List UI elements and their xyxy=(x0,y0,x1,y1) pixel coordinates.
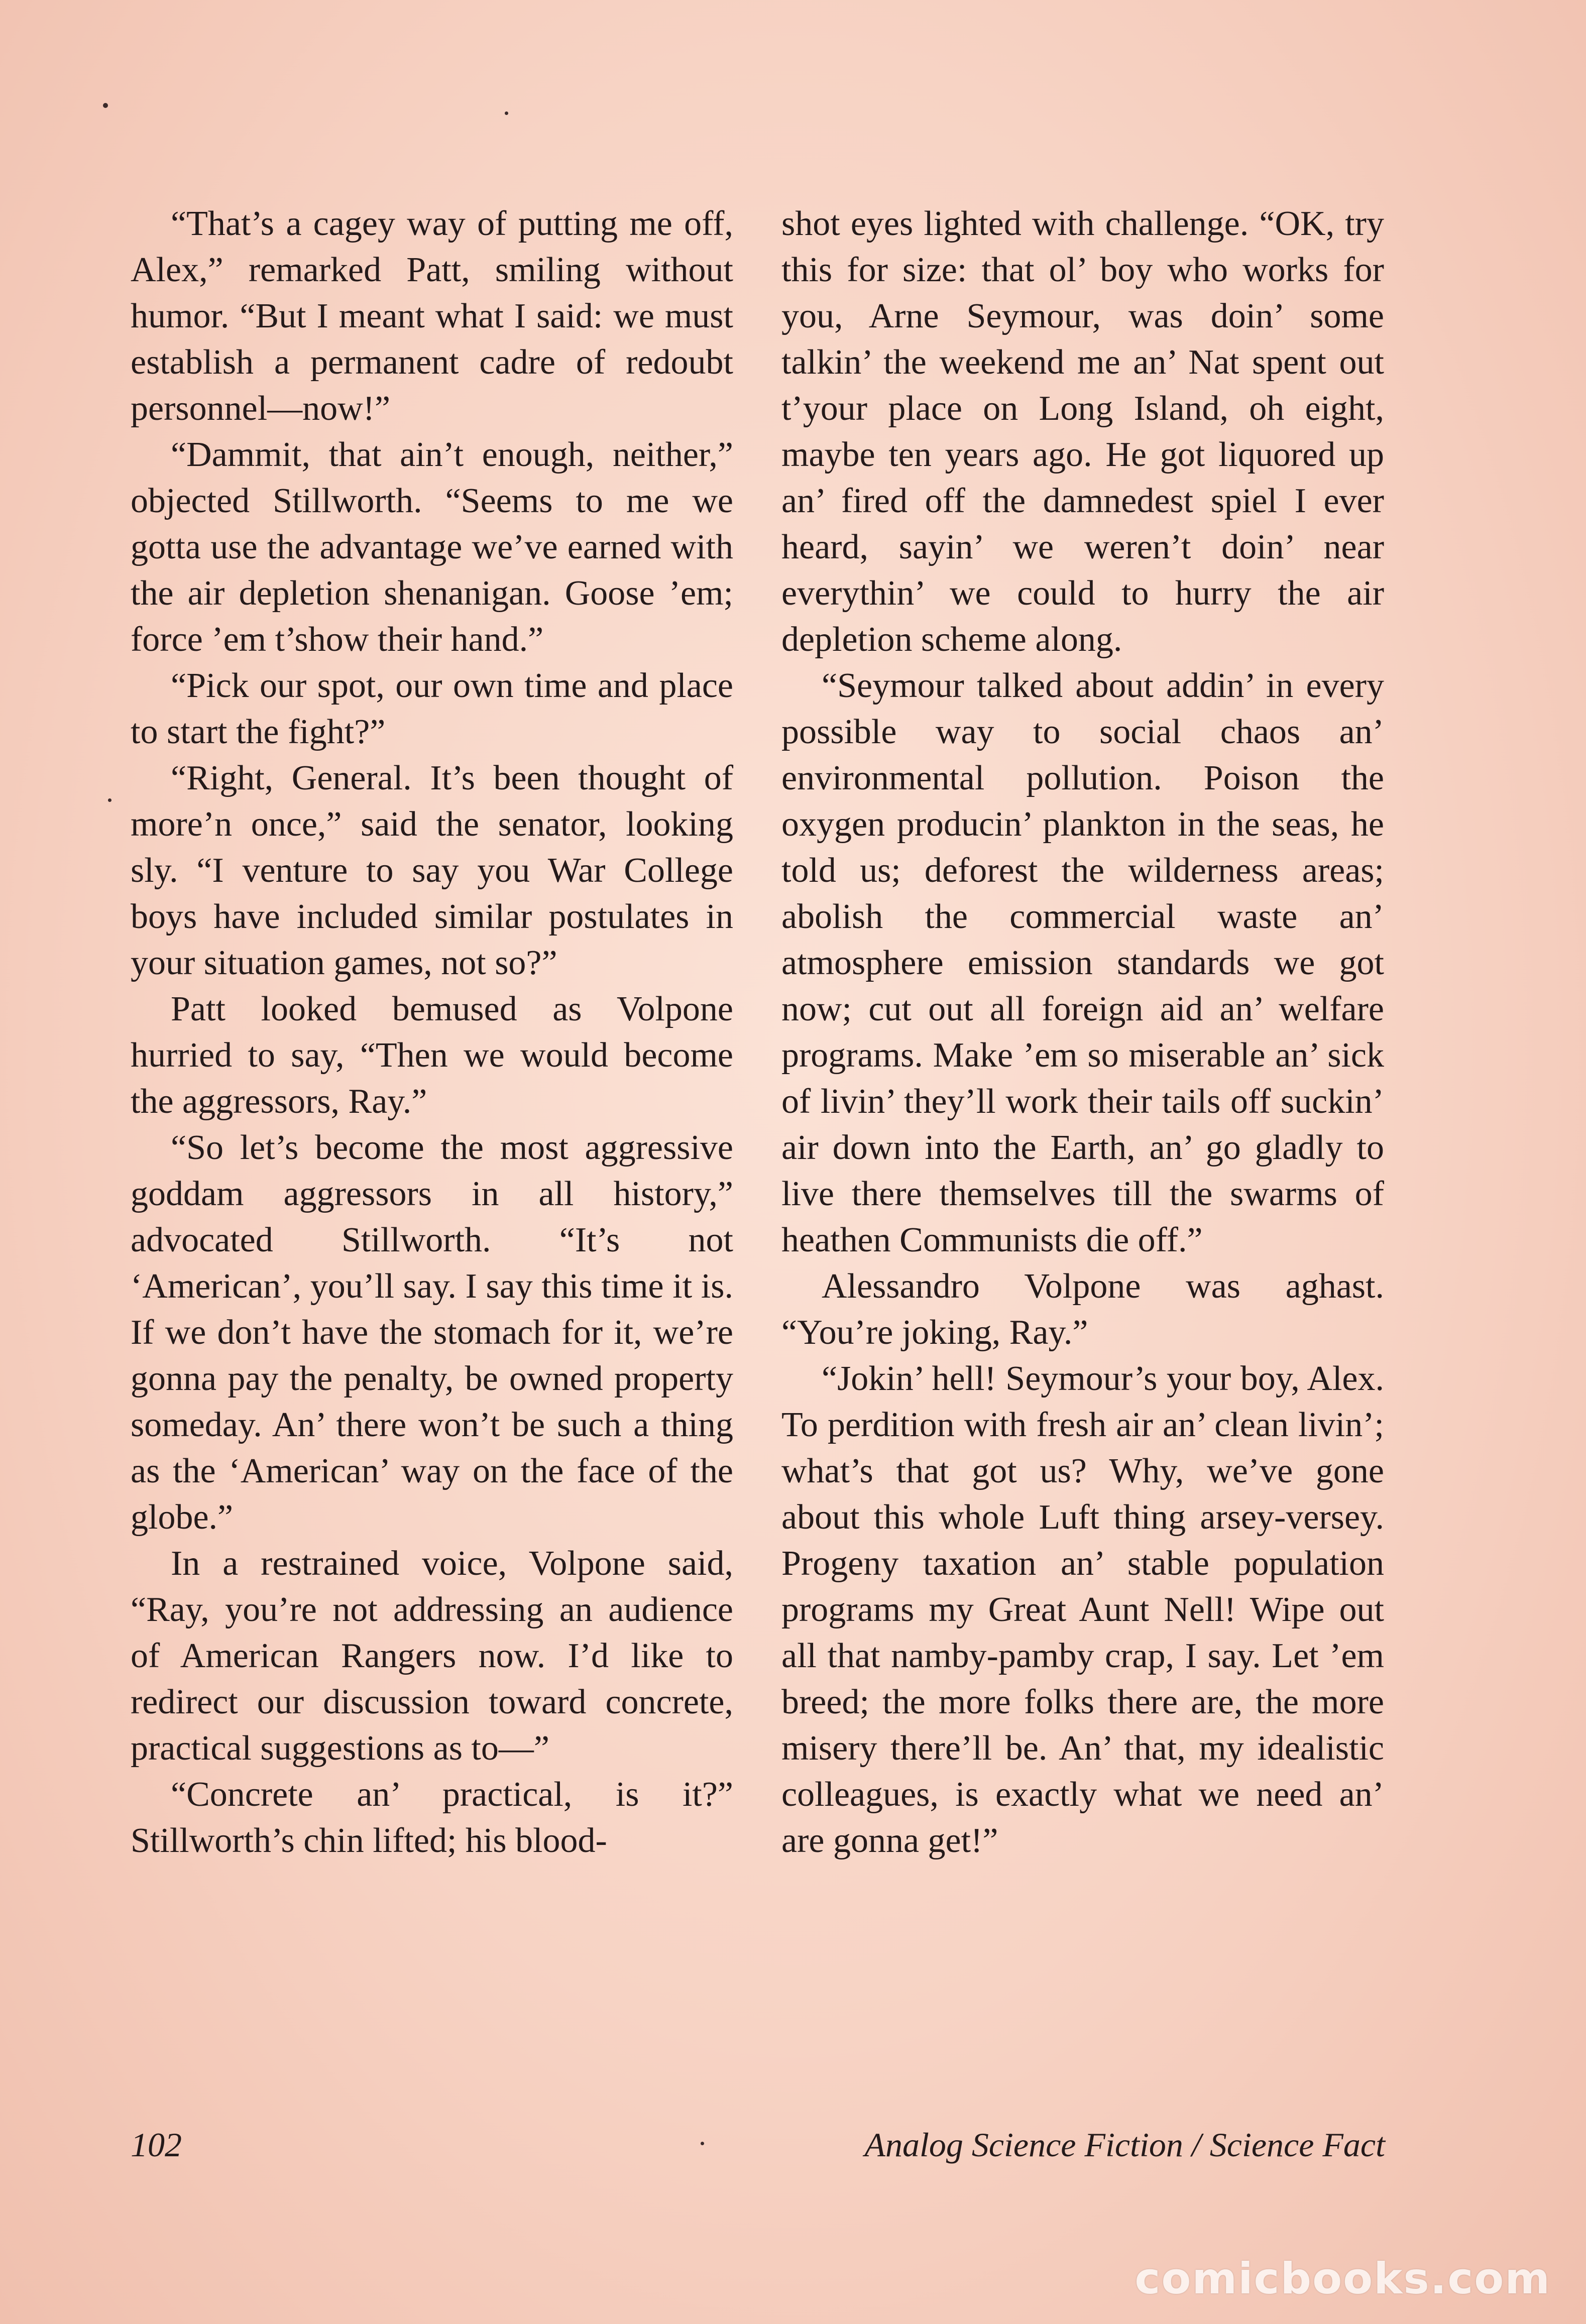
paper-speck xyxy=(701,2142,704,2145)
paragraph-continuation: shot eyes lighted with challenge. “OK, try this for size: that ol’ boy who works for you, Arne Seymour, was doin’ some talkin’ the weekend me an’ Nat spent out t’your place on Long Island, oh eight, maybe ten years ago. He got liquored up an’ fired off the damnedest spiel I ever heard, sayin’ we weren’t doin’ near everythin’ we could to hurry the air depletion scheme along. xyxy=(781,204,1384,659)
paragraph: “Pick our spot, our own time and place to start the fight?” xyxy=(131,666,733,751)
paper-speck xyxy=(108,798,111,802)
site-watermark: comicbooks.com xyxy=(1135,2254,1551,2304)
paper-speck xyxy=(505,111,508,115)
paragraph: “Jokin’ hell! Seymour’s your boy, Alex. To perdition with fresh air an’ clean livin’; what’s that got us? Why, we’ve gone about this whole Luft thing arsey-versey. Progeny taxation an’ stable population programs my Great Aunt Nell! Wipe out all that namby-pamby crap, I say. Let ’em breed; the more folks there are, the more misery there’ll be. An’ that, my idealistic colleagues, is exactly what we need an’ are gonna get!” xyxy=(781,1359,1384,1860)
running-title: Analog Science Fiction / Science Fact xyxy=(864,2126,1385,2164)
right-text-column xyxy=(781,201,1384,1864)
paragraph: “Right, General. It’s been thought of more’n once,” said the senator, looking sly. “I venture to say you War College boys have included similar postulates in your situation games, not so?” xyxy=(131,759,733,982)
paragraph: “Concrete an’ practical, is it?” Stillworth’s chin lifted; his blood- xyxy=(131,1775,733,1860)
paragraph: “Dammit, that ain’t enough, neither,” objected Stillworth. “Seems to me we gotta use the advantage we’ve earned with the air depletion shenanigan. Goose ’em; force ’em t’show their hand.” xyxy=(131,435,733,659)
paragraph: “That’s a cagey way of putting me off, Alex,” remarked Patt, smiling without humor. “But I meant what I said: we must establish a permanent cadre of redoubt personnel—now!” xyxy=(131,204,733,428)
paragraph: Patt looked bemused as Volpone hurried to say, “Then we would become the aggressors, Ray.” xyxy=(131,990,733,1121)
left-text-column xyxy=(131,201,733,1864)
paragraph: “Seymour talked about addin’ in every possible way to social chaos an’ environmental pollution. Poison the oxygen producin’ plankton in the seas, he told us; deforest the wilderness areas; abolish the commercial waste an’ atmosphere emission standards we got now; cut out all foreign aid an’ welfare programs. Make ’em so miserable an’ sick of livin’ they’ll work their tails off suckin’ air down into the Earth, an’ go gladly to live there themselves till the swarms of heathen Communists die off.” xyxy=(781,666,1384,1259)
paragraph: Alessandro Volpone was aghast. “You’re joking, Ray.” xyxy=(781,1267,1384,1352)
paragraph: In a restrained voice, Volpone said, “Ray, you’re not addressing an audience of American Rangers now. I’d like to redirect our discussion toward concrete, practical suggestions as to—” xyxy=(131,1544,733,1768)
paragraph: “So let’s become the most aggressive goddam aggressors in all history,” advocated Stillworth. “It’s not ‘American’, you’ll say. I say this time it is. If we don’t have the stomach for it, we’re gonna pay the penalty, be owned property someday. An’ there won’t be such a thing as the ‘American’ way on the face of the globe.” xyxy=(131,1128,733,1537)
paper-speck xyxy=(103,103,108,108)
page-number: 102 xyxy=(131,2126,182,2164)
